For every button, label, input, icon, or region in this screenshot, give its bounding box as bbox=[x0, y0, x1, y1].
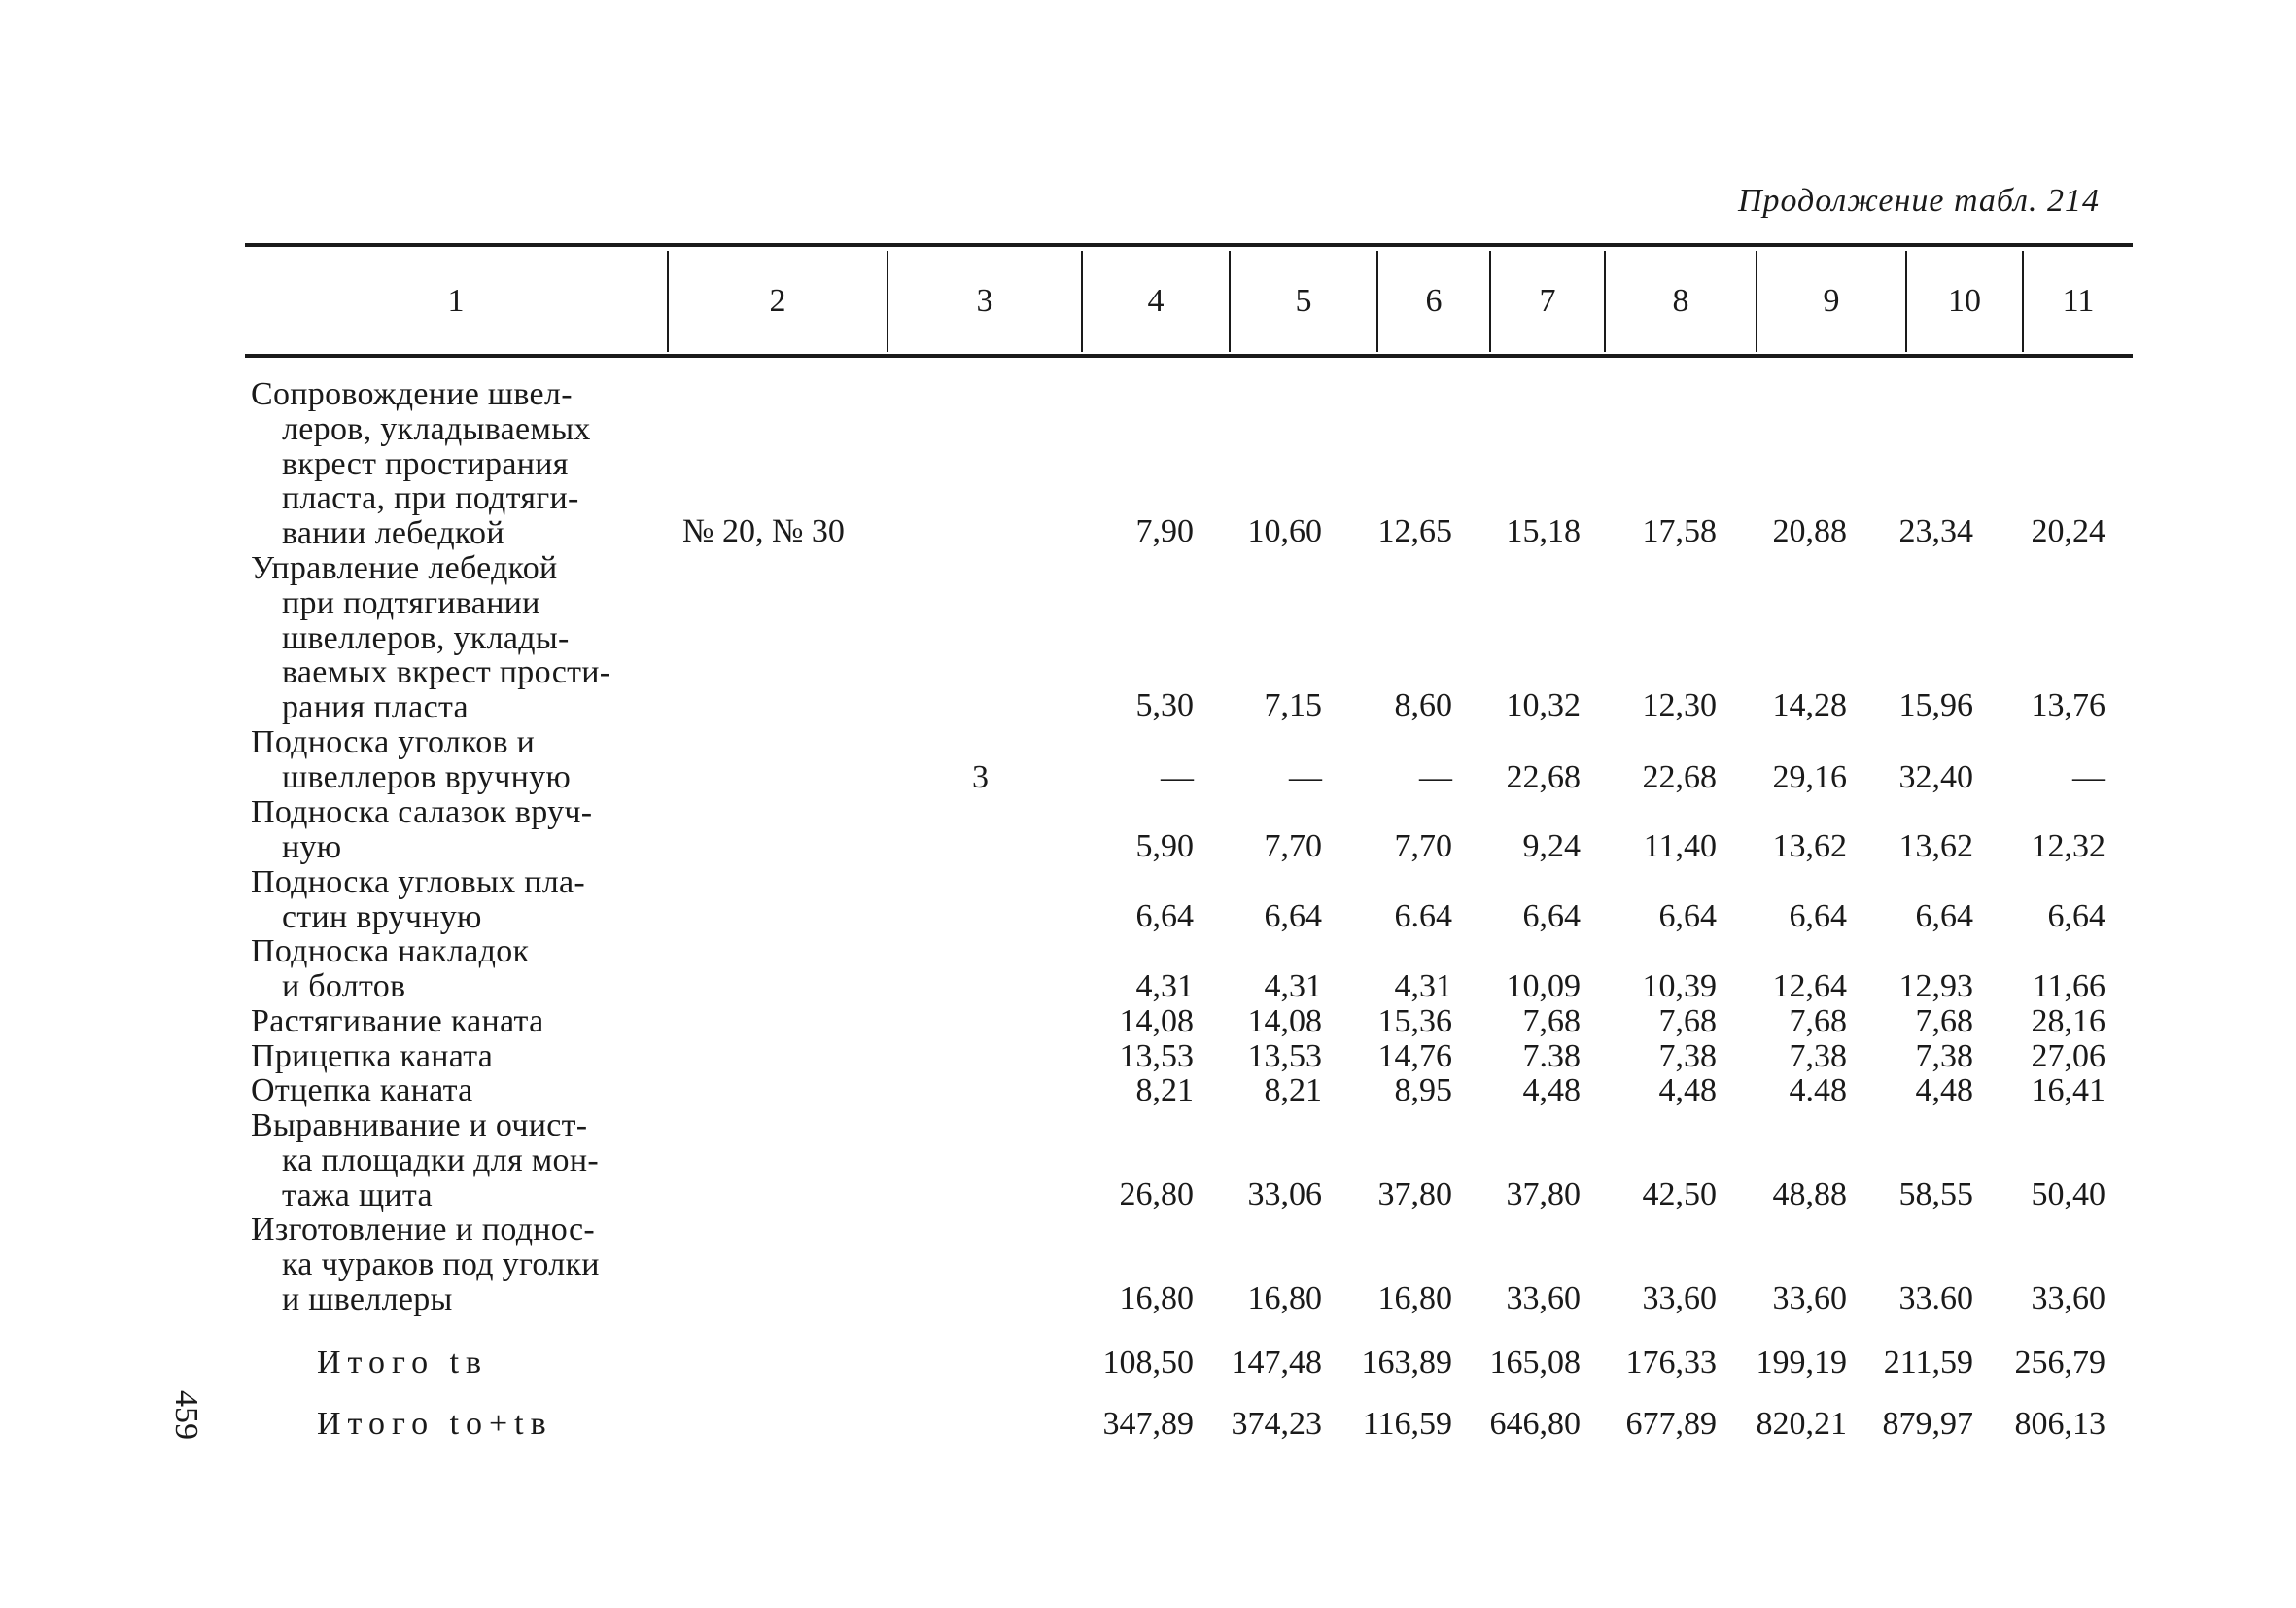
label-line: Изготовление и поднос- bbox=[251, 1211, 595, 1247]
table-cell: 4,31 bbox=[1135, 968, 1194, 1004]
table-cell: 12,93 bbox=[1898, 968, 1973, 1004]
table-cell: 29,16 bbox=[1772, 759, 1847, 795]
table-cell: 6,64 bbox=[1135, 898, 1194, 934]
table-cell: 7,15 bbox=[1264, 687, 1322, 723]
total-cell: 211,59 bbox=[1883, 1345, 1973, 1381]
table-cell: 13,62 bbox=[1772, 828, 1847, 864]
table-cell: 4,48 bbox=[1522, 1072, 1581, 1108]
table-cell: 9,24 bbox=[1522, 828, 1581, 864]
table-cell: 10,32 bbox=[1506, 687, 1581, 723]
table-cell: 6,64 bbox=[1789, 898, 1847, 934]
table-cell: 12,64 bbox=[1772, 968, 1847, 1004]
total-cell: 374,23 bbox=[1231, 1406, 1322, 1442]
label-line: Выравнивание и очист- bbox=[251, 1107, 588, 1143]
label-line: Подноска угловых пла- bbox=[251, 864, 586, 900]
total-cell: 108,50 bbox=[1102, 1345, 1194, 1381]
table-cell: 37,80 bbox=[1506, 1176, 1581, 1212]
table-cell: 10,09 bbox=[1506, 968, 1581, 1004]
total-cell: 199,19 bbox=[1756, 1345, 1847, 1381]
col3-value: 3 bbox=[972, 759, 989, 795]
table-cell: 14,08 bbox=[1119, 1003, 1194, 1039]
row-label bbox=[251, 1073, 661, 1108]
table-cell: 4.48 bbox=[1789, 1072, 1847, 1108]
total-cell: 677,89 bbox=[1625, 1406, 1717, 1442]
table-cell: 37,80 bbox=[1377, 1176, 1452, 1212]
table-cell: 33,60 bbox=[1506, 1280, 1581, 1316]
label-line: Прицепка каната bbox=[251, 1038, 494, 1074]
table-cell: 7.38 bbox=[1522, 1038, 1581, 1074]
table-cell: 7,90 bbox=[1135, 513, 1194, 549]
table-cell: — bbox=[1161, 759, 1194, 795]
label-line: вании лебедкой bbox=[282, 515, 504, 552]
header-cell: 5 bbox=[1295, 283, 1312, 319]
table-cell: — bbox=[1419, 759, 1452, 795]
col2-value: № 20, № 30 bbox=[682, 513, 845, 549]
table-cell: 11,40 bbox=[1643, 828, 1717, 864]
label-line: ваемых вкрест прости- bbox=[282, 654, 611, 691]
total-cell: 165,08 bbox=[1489, 1345, 1581, 1381]
row-label bbox=[251, 377, 661, 551]
row-label bbox=[251, 1039, 661, 1074]
table-cell: 17,58 bbox=[1642, 513, 1717, 549]
table-cell: 15,96 bbox=[1898, 687, 1973, 723]
label-line: Растягивание каната bbox=[251, 1003, 544, 1039]
table-cell: 8,21 bbox=[1264, 1072, 1322, 1108]
table-cell: 33.60 bbox=[1898, 1280, 1973, 1316]
label-line: Подноска уголков и bbox=[251, 724, 536, 760]
table-cell: 7,68 bbox=[1915, 1003, 1973, 1039]
table-cell: 13,76 bbox=[2031, 687, 2105, 723]
label-line: Сопровождение швел- bbox=[251, 376, 573, 412]
table-cell: 58,55 bbox=[1898, 1176, 1973, 1212]
total-cell: 256,79 bbox=[2014, 1345, 2105, 1381]
table-cell: 8,95 bbox=[1394, 1072, 1452, 1108]
header-cell: 4 bbox=[1147, 283, 1165, 319]
table-cell: 11,66 bbox=[2032, 968, 2105, 1004]
label-line: Подноска салазок вруч- bbox=[251, 794, 593, 830]
table-top-rule bbox=[245, 243, 2133, 247]
total-cell: 347,89 bbox=[1102, 1406, 1194, 1442]
label-line: Подноска накладок bbox=[251, 933, 530, 969]
label-line: вкрест простирания bbox=[282, 445, 569, 482]
table-cell: 16,80 bbox=[1247, 1280, 1322, 1316]
row-label bbox=[251, 725, 661, 795]
table-cell: 4,48 bbox=[1915, 1072, 1973, 1108]
table-cell: 4,31 bbox=[1394, 968, 1452, 1004]
table-cell: — bbox=[1289, 759, 1322, 795]
row-label bbox=[251, 865, 661, 935]
total-cell: 646,80 bbox=[1489, 1406, 1581, 1442]
table-cell: 13,53 bbox=[1247, 1038, 1322, 1074]
table-cell: 48,88 bbox=[1772, 1176, 1847, 1212]
label-line: швеллеров вручную bbox=[282, 758, 572, 795]
label-line: ка площадки для мон- bbox=[282, 1141, 599, 1178]
table-caption: Продолжение табл. 214 bbox=[1737, 183, 2100, 219]
label-line: и болтов bbox=[282, 967, 406, 1004]
label-line: ную bbox=[282, 828, 342, 865]
table-cell: 7,68 bbox=[1522, 1003, 1581, 1039]
table-cell: 4,31 bbox=[1264, 968, 1322, 1004]
header-cell: 9 bbox=[1823, 283, 1840, 319]
header-cell: 3 bbox=[976, 283, 993, 319]
table-cell: 7,38 bbox=[1789, 1038, 1847, 1074]
table-cell: 4,48 bbox=[1658, 1072, 1717, 1108]
total-cell: 806,13 bbox=[2014, 1406, 2105, 1442]
table-cell: 20,24 bbox=[2031, 513, 2105, 549]
header-cell: 2 bbox=[769, 283, 786, 319]
table-cell: 13,62 bbox=[1898, 828, 1973, 864]
table-cell: — bbox=[2072, 759, 2105, 795]
table-cell: 50,40 bbox=[2031, 1176, 2105, 1212]
table-cell: 8,21 bbox=[1135, 1072, 1194, 1108]
label-line: рания пласта bbox=[282, 689, 469, 726]
table-cell: 14,08 bbox=[1247, 1003, 1322, 1039]
total-label: Итого tо+tв bbox=[317, 1406, 553, 1442]
label-line: Отцепка каната bbox=[251, 1072, 473, 1108]
page-number: 459 bbox=[168, 1390, 204, 1440]
label-line: при подтягивании bbox=[282, 584, 540, 621]
label-line: и швеллеры bbox=[282, 1280, 453, 1317]
table-cell: 23,34 bbox=[1898, 513, 1973, 549]
table-cell: 42,50 bbox=[1642, 1176, 1717, 1212]
header-cell: 8 bbox=[1672, 283, 1689, 319]
table-cell: 6.64 bbox=[1394, 898, 1452, 934]
row-label bbox=[251, 1212, 661, 1316]
row-label bbox=[251, 934, 661, 1004]
row-label bbox=[251, 795, 661, 865]
table-cell: 26,80 bbox=[1119, 1176, 1194, 1212]
table-cell: 6,64 bbox=[1522, 898, 1581, 934]
table-cell: 33,60 bbox=[1642, 1280, 1717, 1316]
total-cell: 147,48 bbox=[1231, 1345, 1322, 1381]
table-cell: 27,06 bbox=[2031, 1038, 2105, 1074]
total-label: Итого tв bbox=[317, 1345, 489, 1381]
total-cell: 116,59 bbox=[1362, 1406, 1452, 1442]
table-cell: 6,64 bbox=[1264, 898, 1322, 934]
table-cell: 13,53 bbox=[1119, 1038, 1194, 1074]
table-cell: 16,80 bbox=[1377, 1280, 1452, 1316]
table-cell: 22,68 bbox=[1506, 759, 1581, 795]
table-cell: 33,60 bbox=[2031, 1280, 2105, 1316]
table-cell: 5,30 bbox=[1135, 687, 1194, 723]
table-cell: 6,64 bbox=[2047, 898, 2105, 934]
label-line: швеллеров, уклады- bbox=[282, 619, 570, 656]
table-cell: 5,90 bbox=[1135, 828, 1194, 864]
table-cell: 28,16 bbox=[2031, 1003, 2105, 1039]
table-cell: 16,41 bbox=[2031, 1072, 2105, 1108]
table-cell: 32,40 bbox=[1898, 759, 1973, 795]
table-cell: 22,68 bbox=[1642, 759, 1717, 795]
table-header-rule bbox=[245, 354, 2133, 358]
label-line: леров, укладываемых bbox=[282, 410, 591, 447]
table-cell: 15,36 bbox=[1377, 1003, 1452, 1039]
table-cell: 12,32 bbox=[2031, 828, 2105, 864]
label-line: Управление лебедкой bbox=[251, 550, 558, 586]
table-cell: 33,60 bbox=[1772, 1280, 1847, 1316]
table-cell: 14,76 bbox=[1377, 1038, 1452, 1074]
table-cell: 10,60 bbox=[1247, 513, 1322, 549]
label-line: пласта, при подтяги- bbox=[282, 480, 579, 517]
table-cell: 8,60 bbox=[1394, 687, 1452, 723]
table-cell: 16,80 bbox=[1119, 1280, 1194, 1316]
row-label bbox=[251, 551, 661, 725]
total-cell: 820,21 bbox=[1756, 1406, 1847, 1442]
label-line: тажа щита bbox=[282, 1176, 433, 1213]
table-cell: 15,18 bbox=[1506, 513, 1581, 549]
table-cell: 7,70 bbox=[1264, 828, 1322, 864]
table-cell: 7,38 bbox=[1658, 1038, 1717, 1074]
header-cell: 11 bbox=[2062, 283, 2095, 319]
table-cell: 20,88 bbox=[1772, 513, 1847, 549]
table-cell: 14,28 bbox=[1772, 687, 1847, 723]
row-label bbox=[251, 1004, 661, 1039]
table-cell: 12,65 bbox=[1377, 513, 1452, 549]
header-cell: 7 bbox=[1539, 283, 1556, 319]
header-cell: 6 bbox=[1425, 283, 1443, 319]
header-cell: 10 bbox=[1948, 283, 1981, 319]
label-line: ка чураков под уголки bbox=[282, 1245, 600, 1282]
total-cell: 163,89 bbox=[1361, 1345, 1452, 1381]
table-cell: 12,30 bbox=[1642, 687, 1717, 723]
table-cell: 7,68 bbox=[1658, 1003, 1717, 1039]
total-cell: 176,33 bbox=[1625, 1345, 1717, 1381]
header-cell: 1 bbox=[447, 283, 465, 319]
table-cell: 7,70 bbox=[1394, 828, 1452, 864]
table-cell: 7,68 bbox=[1789, 1003, 1847, 1039]
table-cell: 33,06 bbox=[1247, 1176, 1322, 1212]
total-cell: 879,97 bbox=[1882, 1406, 1973, 1442]
label-line: стин вручную bbox=[282, 898, 482, 935]
row-label bbox=[251, 1108, 661, 1212]
table-cell: 7,38 bbox=[1915, 1038, 1973, 1074]
table-cell: 6,64 bbox=[1915, 898, 1973, 934]
table-cell: 10,39 bbox=[1642, 968, 1717, 1004]
table-cell: 6,64 bbox=[1658, 898, 1717, 934]
